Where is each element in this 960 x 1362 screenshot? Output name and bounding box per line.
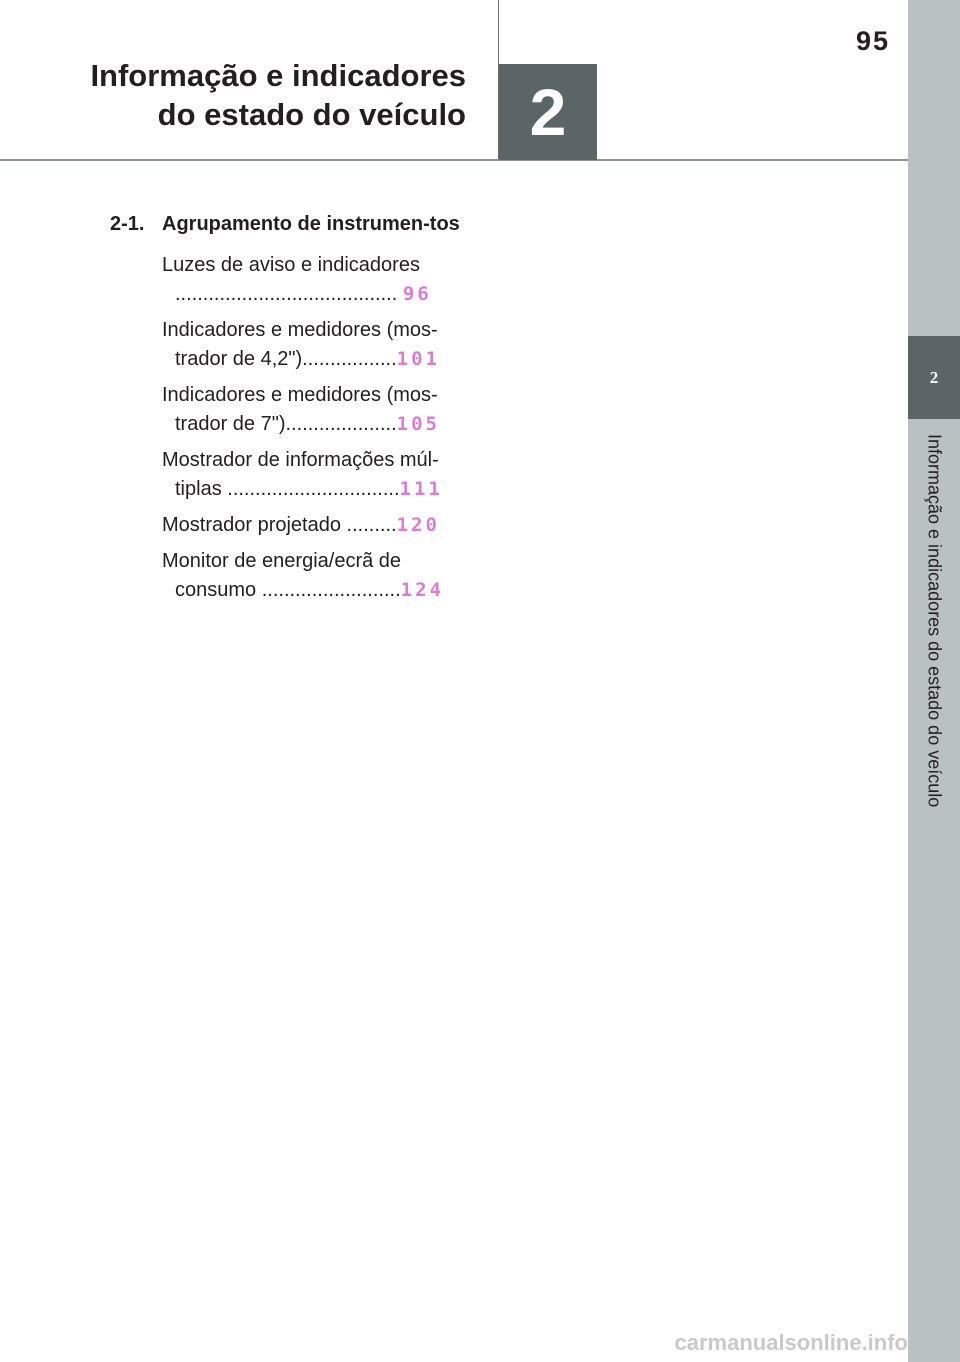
table-of-contents xyxy=(110,210,460,612)
toc-section-heading xyxy=(110,210,460,239)
toc-entry-label: Luzes de aviso e indicadores xyxy=(162,254,420,276)
toc-entry-page[interactable]: 111 xyxy=(399,478,443,500)
toc-entry-page[interactable]: 105 xyxy=(396,413,440,435)
toc-entry-dots: ......................... xyxy=(256,579,401,601)
header-divider-horizontal xyxy=(0,159,908,161)
toc-entry-label: Monitor de energia/ecrã de consumo xyxy=(162,550,402,601)
toc-entry-label: Mostrador projetado xyxy=(162,514,341,536)
toc-entry-page[interactable]: 96 xyxy=(402,283,432,305)
chapter-number-box: 2 xyxy=(499,64,597,160)
toc-section-title: Agrupamento de instrumen-tos xyxy=(162,213,460,235)
toc-entry[interactable] xyxy=(162,547,460,605)
toc-entry[interactable] xyxy=(162,446,460,504)
watermark-text: carmanualsonline.info xyxy=(674,1330,908,1355)
toc-entry-label: Indicadores e medidores (mos-trador de 7") xyxy=(162,384,438,435)
toc-entry-dots: ......... xyxy=(340,514,397,536)
toc-entry-label: Mostrador de informações múl-tiplas xyxy=(162,449,439,500)
toc-entry[interactable] xyxy=(162,316,460,374)
toc-entry-dots: ............................... xyxy=(221,478,400,500)
toc-entry[interactable] xyxy=(162,511,460,540)
toc-entry-dots: ................. xyxy=(302,348,397,370)
chapter-title-line-1: Informação e indicadores xyxy=(90,58,466,93)
toc-entry-dots: .................... xyxy=(285,413,397,435)
toc-entry[interactable] xyxy=(162,381,460,439)
side-chapter-label: Informação e indicadores do estado do veículo xyxy=(924,434,945,808)
toc-entry-dots: ........................................ xyxy=(175,283,398,305)
toc-entry-page[interactable]: 120 xyxy=(396,514,440,536)
toc-entry-page[interactable]: 101 xyxy=(396,348,440,370)
toc-entry-page[interactable]: 124 xyxy=(400,579,444,601)
chapter-title-line-2: do estado do veículo xyxy=(157,97,466,132)
toc-section-number: 2-1. xyxy=(110,213,145,235)
page-number: 95 xyxy=(855,26,890,56)
toc-entry[interactable] xyxy=(162,251,460,309)
toc-entry-label: Indicadores e medidores (mos-trador de 4,2") xyxy=(162,319,438,370)
chapter-title xyxy=(60,56,466,134)
side-chapter-tab[interactable]: 2 xyxy=(908,336,960,419)
